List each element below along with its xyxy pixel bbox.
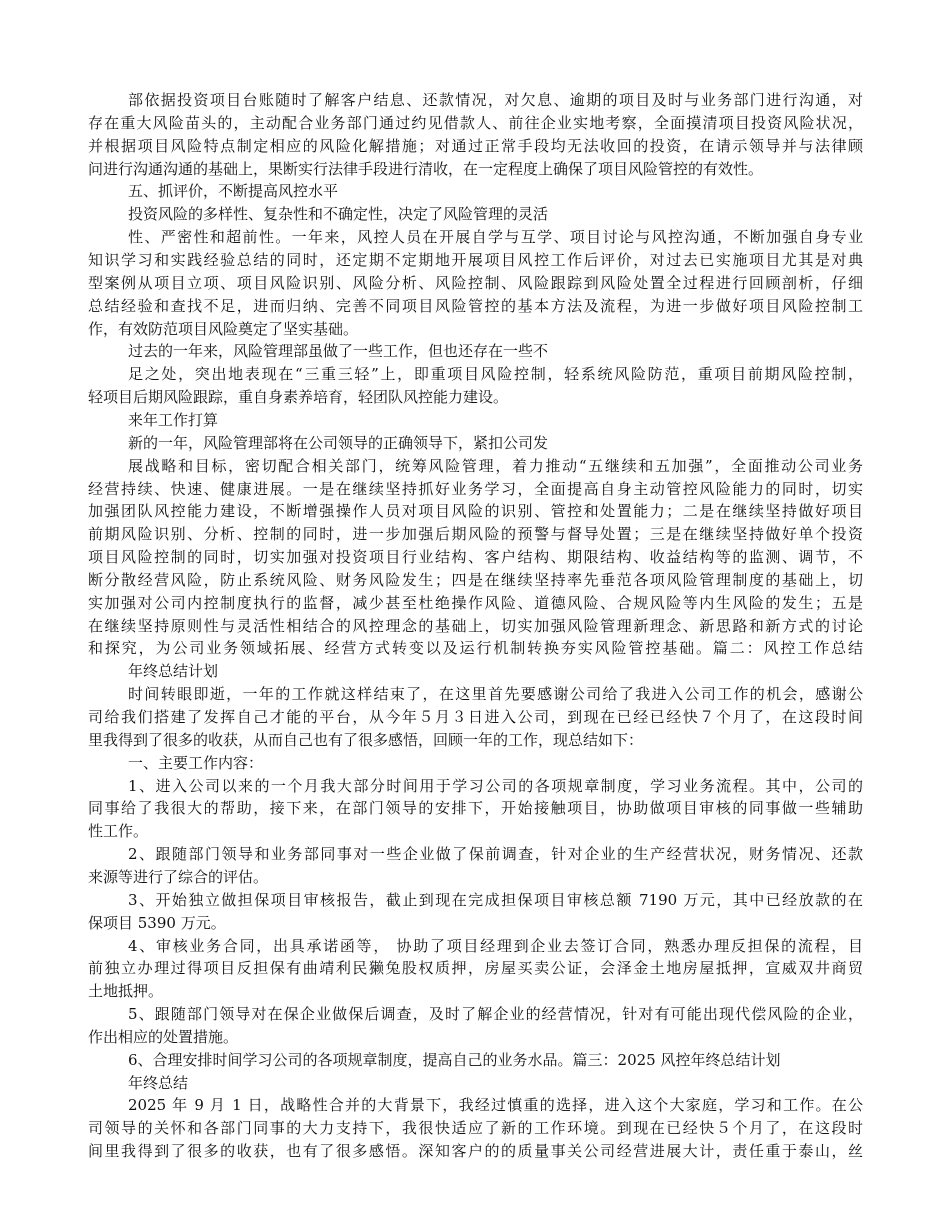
text-line: 展战略和目标，密切配合相关部门，统筹风险管理，着力推动“五继续和五加强”，全面推动公司业务 — [128, 456, 863, 475]
text-line: 足之处，突出地表现在“三重三轻”上，即重项目风险控制，轻系统风险防范，重项目前期风险控制， — [128, 365, 863, 384]
text-line: 轻项目后期风险跟踪，重自身素养培育，轻团队风控能力建设。 — [88, 388, 509, 407]
text-line: 作，有效防范项目风险奠定了坚实基础。 — [88, 319, 359, 338]
text-line: 前独立办理过得项目反担保有曲靖利民獭兔股权质押，房屋买卖公证，会泽金土地房屋抵押，宣威双井商贸 — [88, 959, 863, 978]
text-line: 司给我们搭建了发挥自己才能的平台，从今年５月３日进入公司，到现在已经已经快７个月了，在这段时间 — [88, 708, 863, 726]
text-line: 在继续坚持原则性与灵活性相结合的风控理念的基础上，切实加强风险管理新理念、新思路和新方式的讨论 — [88, 616, 863, 635]
text-line: 2025 年 9 月 1 日，战略性合并的大背景下，我经过慎重的选择，进入这个大家庭，学习和工作。在公 — [128, 1096, 863, 1115]
text-line: 新的一年，风险管理部将在公司领导的正确领导下，紧扣公司发 — [128, 433, 549, 452]
text-line: 间里我得到了很多的收获，也有了很多感悟。深知客户的的质量事关公司经营进展大计，责任重于泰山，丝 — [88, 1142, 863, 1161]
text-line: 并根据项目风险特点制定相应的风险化解措施；对通过正常手段均无法收回的投资，在请示领导并与法律顾 — [88, 136, 863, 155]
text-line: 总结经验和查找不足，进而归纳、完善不同项目风险管控的基本方法及流程，为进一步做好项目风险控制工 — [88, 296, 863, 315]
text-line: 过去的一年来，风险管理部虽做了一些工作，但也还存在一些不 — [128, 342, 549, 361]
text-line: 部依据投资项目台账随时了解客户结息、还款情况，对欠息、逾期的项目及时与业务部门进行沟通，对 — [128, 91, 863, 109]
text-line: 型案例从项目立项、项目风险识别、风险分析、风险控制、风险跟踪到风险处置全过程进行回顾剖析，仔细 — [88, 273, 863, 292]
text-line: 年终总结计划 — [128, 662, 219, 681]
text-line: 年终总结 — [128, 1073, 189, 1092]
text-line: 一、主要工作内容： — [128, 753, 264, 772]
text-line: 保项目 5390 万元。 — [88, 913, 226, 932]
text-line: 前期风险识别、分析、控制的同时，进一步加强后期风险的预警与督导处置；三是在继续坚持做好单个投资 — [88, 525, 863, 544]
text-line: 来源等进行了综合的评估。 — [88, 867, 269, 886]
text-line: 司领导的关怀和各部门同事的大力支持下，我很快适应了新的工作环境。到现在已经快５个月了，在这段时 — [88, 1119, 863, 1138]
text-line: 加强团队风控能力建设，不断增强操作人员对项目风险的识别、管控和处置能力；二是在继续坚持做好项目 — [88, 502, 863, 521]
text-line: 来年工作打算 — [128, 410, 219, 429]
text-line: 5、跟随部门领导对在保企业做保后调查，及时了解企业的经营情况，针对有可能出现代偿风险的企业， — [128, 1005, 863, 1023]
text-line: 项目风险控制的同时，切实加强对投资项目行业结构、客户结构、期限结构、收益结构等的监测、调节，不 — [88, 548, 863, 566]
text-line: 性工作。 — [88, 822, 149, 841]
text-line: 存在重大风险苗头的，主动配合业务部门通过约见借款人、前往企业实地考察，全面摸清项目投资风险状况， — [88, 113, 863, 132]
text-line: 和探究，为公司业务领域拓展、经营方式转变以及运行机制转换夯实风险管控基础。篇二：风控工作总结 — [88, 639, 863, 658]
text-line: 问进行沟通沟通的基础上，果断实行法律手段进行清收，在一定程度上确保了项目风险管控的有效性。 — [88, 159, 764, 178]
text-line: 断分散经营风险，防止系统风险、财务风险发生；四是在继续坚持率先垂范各项风险管理制度的基础上，切 — [88, 570, 863, 589]
text-line: 性、严密性和超前性。一年来，风控人员在开展自学与互学、项目讨论与风控沟通，不断加强自身专业 — [128, 228, 863, 247]
text-line: 4、审核业务合同，出具承诺函等， 协助了项目经理到企业去签订合同，熟悉办理反担保的流程，目 — [128, 936, 863, 955]
text-line: 3、开始独立做担保项目审核报告，截止到现在完成担保项目审核总额 7190 万元，其中已经放款的在 — [128, 890, 863, 909]
text-line: 作出相应的处置措施。 — [88, 1027, 239, 1046]
text-line: 2、跟随部门领导和业务部同事对一些企业做了保前调查，针对企业的生产经营状况，财务情况、还款 — [128, 845, 863, 864]
text-line: 实加强对公司内控制度执行的监督，减少甚至杜绝操作风险、道德风险、合规风险等内生风险的发生；五是 — [88, 593, 863, 612]
text-line: 同事给了我很大的帮助，接下来，在部门领导的安排下，开始接触项目，协助做项目审核的同事做一些辅助 — [88, 799, 863, 818]
text-line: 里我得到了很多的收获，从而自己也有了很多感悟，回顾一年的工作，现总结如下： — [88, 730, 644, 749]
text-line: 6、合理安排时间学习公司的各项规章制度，提高自己的业务水品。篇三：2025 风控年终总结计划 — [128, 1050, 781, 1069]
text-line: 知识学习和实践经验总结的同时，还定期不定期地开展项目风控工作后评价，对过去已实施项目尤其是对典 — [88, 251, 863, 269]
text-line: 1、进入公司以来的一个月我大部分时间用于学习公司的各项规章制度，学习业务流程。其中，公司的 — [128, 776, 863, 795]
text-line: 五、抓评价，不断提高风控水平 — [128, 182, 339, 201]
text-line: 投资风险的多样性、复杂性和不确定性，决定了风险管理的灵活 — [128, 205, 549, 224]
text-line: 经营持续、快速、健康进展。一是在继续坚持抓好业务学习，全面提高自身主动管控风险能力的同时，切实 — [88, 479, 863, 498]
text-line: 时间转眼即逝，一年的工作就这样结束了，在这里首先要感谢公司给了我进入公司工作的机会，感谢公 — [128, 685, 863, 704]
text-line: 土地抵押。 — [88, 982, 164, 1001]
